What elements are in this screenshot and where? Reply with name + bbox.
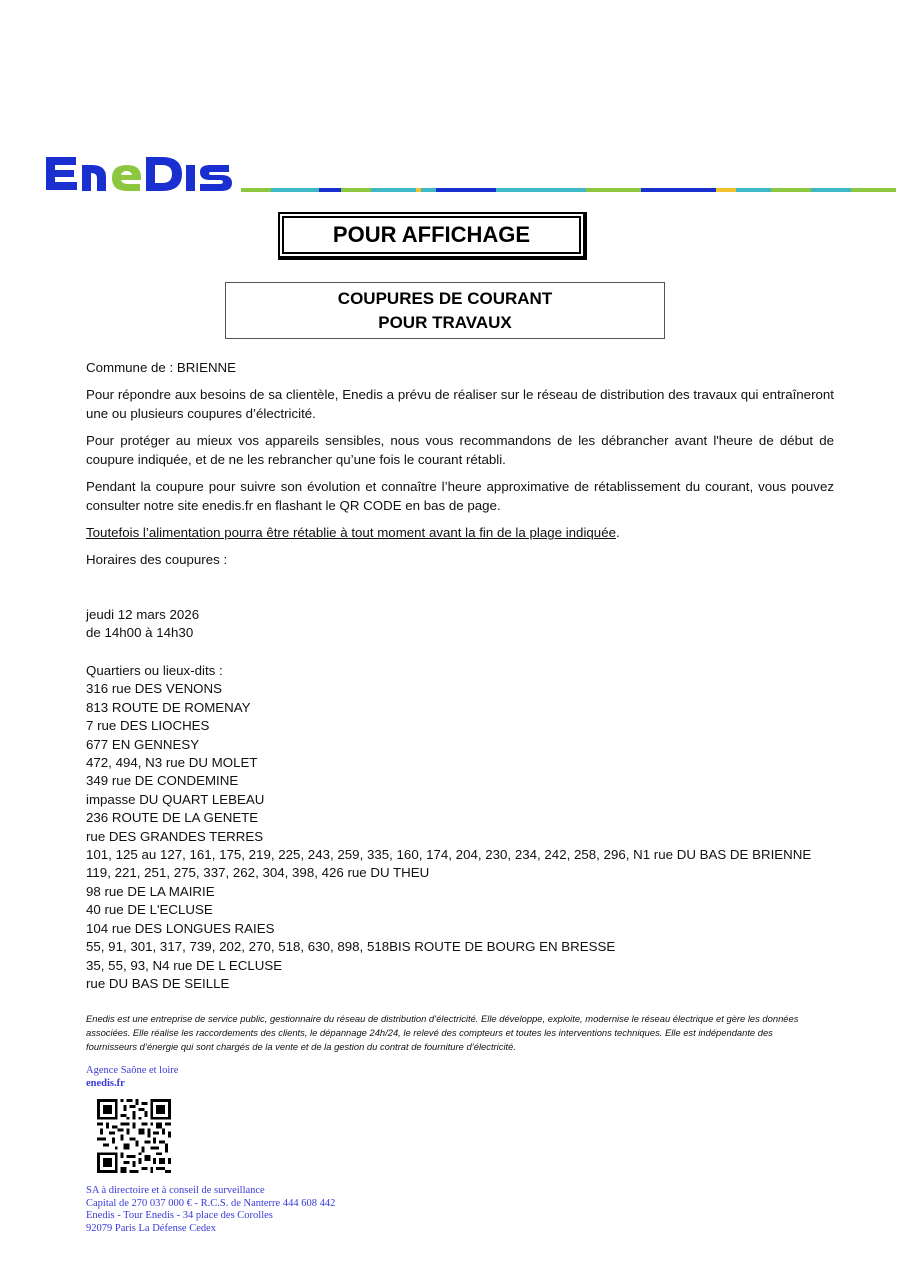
list-item: rue DES GRANDES TERRES	[86, 828, 264, 844]
schedule	[86, 606, 199, 643]
disclaimer: Enedis est une entreprise de service public, gestionnaire du réseau de distribution d’électricité. Elle développe, exploite, modernise le réseau électrique et gère les données associées. Elle réalise les raccordements des clients, le dépannage 24h/24, le relevé des compteurs et toutes les interventions techniques. Elle est indépendante des fournisseurs d’énergie qui sont chargés de la vente et de la gestion du contrat de fourniture d’électricité.	[86, 1013, 799, 1052]
list-item: 316 rue DES VENONS	[86, 681, 222, 697]
paragraph-4	[86, 523, 834, 542]
agency-info	[86, 1064, 178, 1090]
zones-list	[86, 662, 846, 993]
schedule-time: de 14h00 à 14h30	[86, 625, 194, 641]
restore-warning: Toutefois l’alimentation pourra être rétablie à tout moment avant la fin de la plage indiquée	[86, 525, 616, 540]
schedule-date: jeudi 12 mars 2026	[86, 607, 200, 622]
paragraph-1: Pour répondre aux besoins de sa clientèle, Enedis a prévu de réaliser sur le réseau de distribution des travaux qui entraîneront une ou plusieurs coupures d’électricité.	[86, 387, 834, 421]
list-item: 472, 494, N3 rue DU MOLET	[86, 755, 258, 771]
schedule-heading: Horaires des coupures :	[86, 552, 228, 567]
notice-body	[86, 358, 834, 577]
list-item: 236 ROUTE DE LA GENETE	[86, 810, 259, 826]
footer-line-1: SA à directoire et à conseil de surveillance	[86, 1185, 265, 1196]
restore-warning-period: .	[616, 525, 620, 540]
list-item: 349 rue DE CONDEMINE	[86, 773, 239, 789]
paragraph-2: Pour protéger au mieux vos appareils sensibles, nous vous recommandons de les débrancher avant l'heure de début de coupure indiquée, et de ne les rebrancher qu’une fois le courant rétabli.	[86, 433, 834, 467]
list-item: 119, 221, 251, 275, 337, 262, 304, 398, 426 rue DU THEU	[86, 865, 430, 881]
list-item: 101, 125 au 127, 161, 175, 219, 225, 243, 259, 335, 160, 174, 204, 230, 234, 242, 258, 296, N1 rue DU BAS DE BRIENNE	[86, 847, 812, 863]
enedis-logo	[44, 151, 234, 195]
paragraph-3: Pendant la coupure pour suivre son évolution et connaître l’heure approximative de rétablissement du courant, vous pouvez consulter notre site enedis.fr en flashant le QR CODE en bas de page.	[86, 479, 834, 513]
poster-label-box	[278, 212, 587, 260]
list-item: impasse DU QUART LEBEAU	[86, 791, 265, 807]
list-item: 813 ROUTE DE ROMENAY	[86, 699, 251, 715]
footer-line-3: Enedis - Tour Enedis - 34 place des Corolles	[86, 1210, 273, 1221]
decorative-color-rule	[241, 188, 896, 192]
agency-site-link[interactable]: enedis.fr	[86, 1078, 125, 1089]
title-line-1: COUPURES DE COURANT	[337, 288, 553, 308]
list-item: 677 EN GENNESY	[86, 736, 200, 752]
zones-heading: Quartiers ou lieux-dits :	[86, 663, 223, 678]
list-item: rue DU BAS DE SEILLE	[86, 975, 230, 991]
title-line-2: POUR TRAVAUX	[378, 312, 512, 332]
footer-line-2: Capital de 270 037 000 € - R.C.S. de Nanterre 444 608 442	[86, 1197, 336, 1209]
commune: Commune de : BRIENNE	[86, 360, 237, 375]
agency-name: Agence Saône et loire	[86, 1065, 179, 1076]
list-item: 98 rue DE LA MAIRIE	[86, 883, 215, 899]
poster-label: POUR AFFICHAGE	[332, 222, 531, 247]
list-item: 55, 91, 301, 317, 739, 202, 270, 518, 630, 898, 518BIS ROUTE DE BOURG EN BRESSE	[86, 939, 616, 955]
list-item: 35, 55, 93, N4 rue DE L ECLUSE	[86, 957, 283, 973]
legal-footer	[86, 1185, 335, 1235]
list-item: 104 rue DES LONGUES RAIES	[86, 920, 275, 936]
title-box	[225, 282, 665, 339]
qr-code-icon[interactable]	[97, 1099, 171, 1173]
footer-line-4: 92079 Paris La Défense Cedex	[86, 1222, 217, 1234]
list-item: 7 rue DES LIOCHES	[86, 718, 210, 734]
list-item: 40 rue DE L'ECLUSE	[86, 902, 213, 918]
